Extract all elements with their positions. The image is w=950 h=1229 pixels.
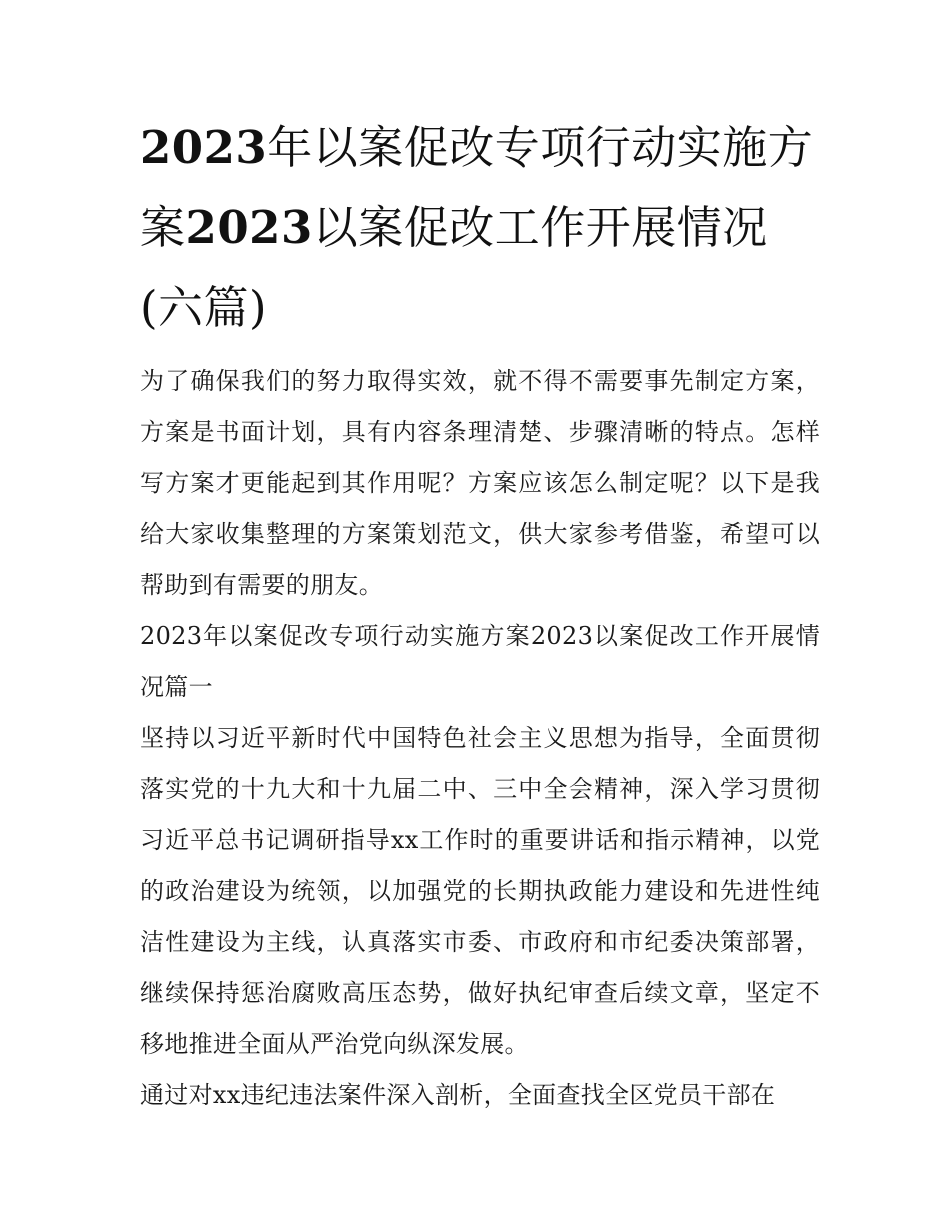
document-page	[140, 108, 820, 1121]
body-paragraph: 通过对xx违纪违法案件深入剖析，全面查找全区党员干部在	[140, 1081, 776, 1109]
title-text-2: 以案促改工作开展情况(六篇)	[140, 201, 768, 334]
section-heading: 2023年以案促改专项行动实施方案2023以案促改工作开展情况篇一	[140, 622, 820, 701]
title-year-1: 2023	[140, 121, 268, 174]
title-text-1: 年以案促改专项行动实施方案	[140, 121, 814, 254]
document-title	[140, 108, 830, 348]
title-year-2: 2023	[185, 201, 313, 254]
document-body	[140, 356, 820, 1121]
body-paragraph: 坚持以习近平新时代中国特色社会主义思想为指导，全面贯彻落实党的十九大和十九届二中、三中全会精神，深入学习贯彻习近平总书记调研指导xx工作时的重要讲话和指示精神，以党的政治建设为统领，以加强党的长期执政能力建设和先进性纯洁性建设为主线，认真落实市委、市政府和市纪委决策部署，继续保持惩治腐败高压态势，做好执纪审查后续文章，坚定不移地推进全面从严治党向纵深发展。	[140, 724, 820, 1058]
intro-paragraph: 为了确保我们的努力取得实效，就不得不需要事先制定方案，方案是书面计划，具有内容条理清楚、步骤清晰的特点。怎样写方案才更能起到其作用呢？方案应该怎么制定呢？以下是我给大家收集整理的方案策划范文，供大家参考借鉴，希望可以帮助到有需要的朋友。	[140, 367, 820, 599]
